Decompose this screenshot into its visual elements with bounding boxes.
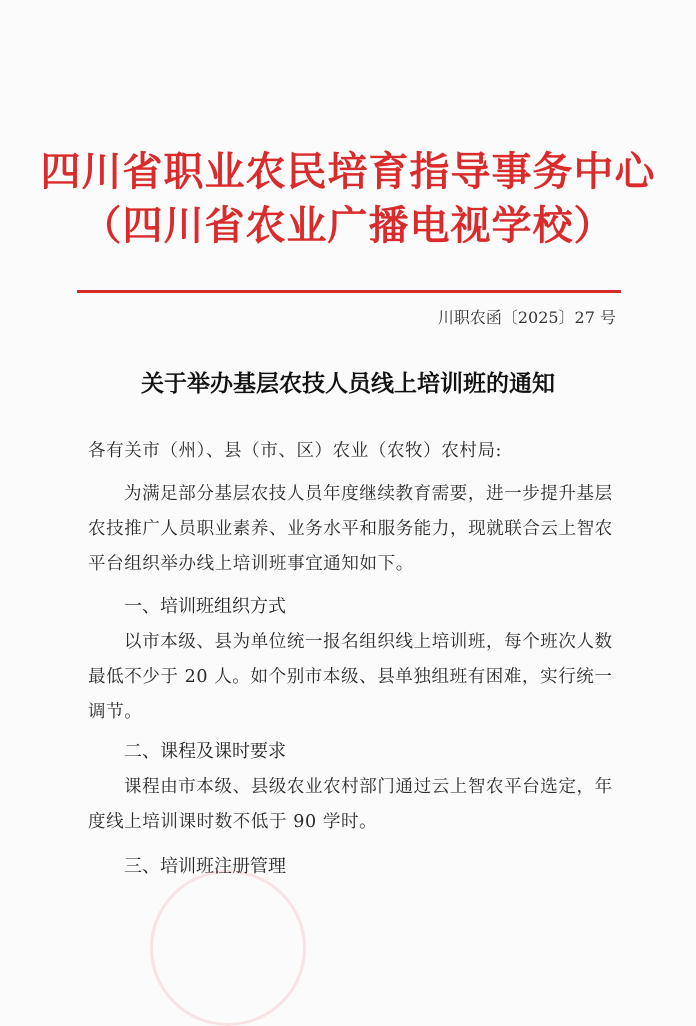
section-heading-2: 二、课程及课时要求 bbox=[124, 741, 286, 762]
document-number: 川职农函〔2025〕27 号 bbox=[437, 308, 616, 327]
section-body-2: 课程由市本级、县级农业农村部门通过云上智农平台选定，年度线上培训课时数不低于 90 学时。 bbox=[88, 777, 613, 832]
document-title: 关于举办基层农技人员线上培训班的通知 bbox=[141, 371, 555, 397]
section-body-1: 以市本级、县为单位统一报名组织线上培训班，每个班次人数最低不少于 20 人。如个别市本级、县单独组班有困难，实行统一调节。 bbox=[88, 632, 613, 722]
issuer-name: 四川省职业农民培育指导事务中心 bbox=[40, 149, 656, 195]
addressee: 各有关市（州）、县（市、区）农业（农牧）农村局: bbox=[88, 441, 503, 461]
section-heading-1: 一、培训班组织方式 bbox=[124, 596, 286, 617]
header-red-rule bbox=[77, 290, 621, 293]
issuer-alt-name: （四川省农业广播电视学校） bbox=[81, 203, 615, 249]
seal-stamp bbox=[150, 870, 306, 1026]
intro-paragraph: 为满足部分基层农技人员年度继续教育需要，进一步提升基层农技推广人员职业素养、业务水平和服务能力，现就联合云上智农平台组织举办线上培训班事宜通知如下。 bbox=[88, 484, 613, 574]
section-heading-3: 三、培训班注册管理 bbox=[124, 856, 286, 877]
